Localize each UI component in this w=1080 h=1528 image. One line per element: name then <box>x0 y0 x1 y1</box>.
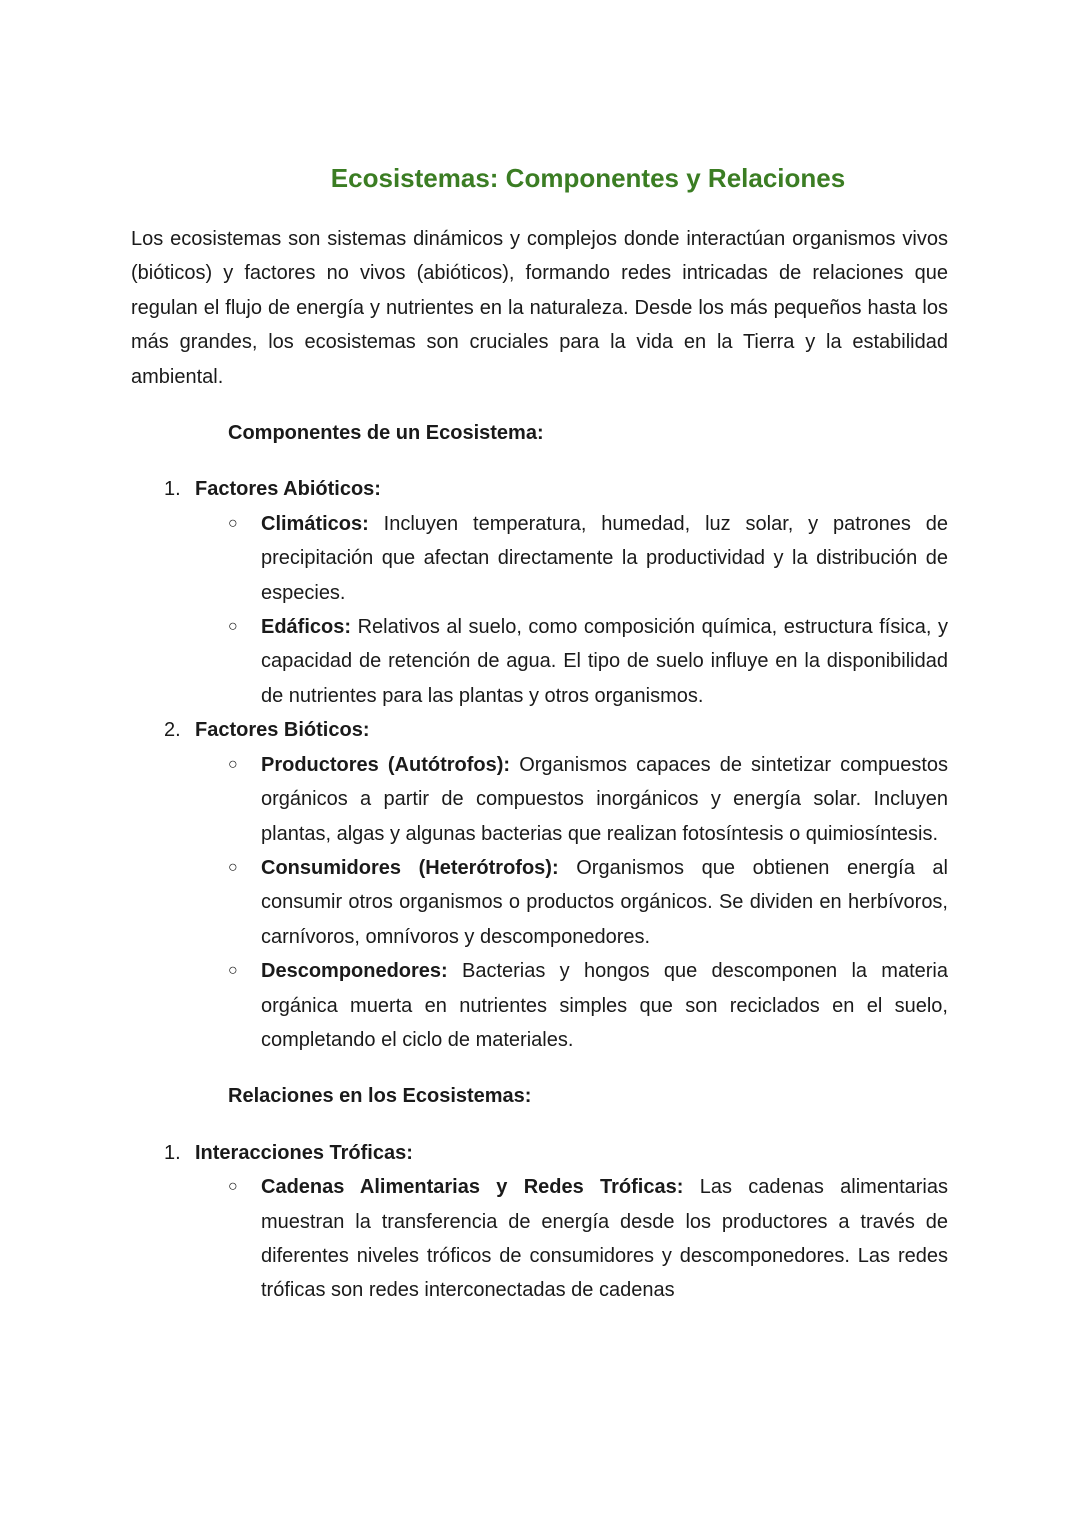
sub-item-title: Descomponedores: <box>261 960 448 983</box>
sub-item-text: Relativos al suelo, como composición química, estructura física, y capacidad de retención de agua. El tipo de suelo influye en la disponibilidad de nutrientes para las plantas y otros organismos. <box>261 616 948 707</box>
sub-item-text: Las cadenas alimentarias muestran la transferencia de energía desde los productores a través de diferentes niveles tróficos de consumidores y descomponedores. Las redes tróficas son redes interconectadas de cadenas <box>261 1176 948 1302</box>
circle-bullet-icon: ○ <box>228 618 238 636</box>
sub-item-cadenas <box>195 1170 948 1308</box>
sub-item-text: Bacterias y hongos que descomponen la materia orgánica muerta en nutrientes simples que son reciclados en el suelo, completando el ciclo de materiales. <box>261 960 948 1051</box>
components-heading: Componentes de un Ecosistema: <box>228 422 544 445</box>
list-item-title: Factores Abióticos: <box>195 478 381 501</box>
list-item-trophic <box>131 1136 948 1308</box>
list-number: 1. <box>164 1141 181 1164</box>
circle-bullet-icon: ○ <box>228 755 238 773</box>
sub-list <box>195 1170 948 1308</box>
list-item-biotic <box>131 713 948 1057</box>
list-item-title: Factores Bióticos: <box>195 719 370 742</box>
sub-item-title: Cadenas Alimentarias y Redes Tróficas: <box>261 1176 684 1199</box>
circle-bullet-icon: ○ <box>228 858 238 876</box>
intro-paragraph: Los ecosistemas son sistemas dinámicos y complejos donde interactúan organismos vivos (bióticos) y factores no vivos (abióticos), formando redes intricadas de relaciones que regulan el flujo de energía y nutrientes en la naturaleza. Desde los más pequeños hasta los más grandes, los ecosistemas son cruciales para la vida en la Tierra y la estabilidad ambiental. <box>131 228 948 388</box>
sub-item-title: Productores (Autótrofos): <box>261 753 511 776</box>
list-item-title: Interacciones Tróficas: <box>195 1141 413 1164</box>
sub-item-text: Organismos que obtienen energía al consumir otros organismos o productos orgánicos. Se dividen en herbívoros, carnívoros, omnívoros y descomponedores. <box>261 856 948 948</box>
sub-item-title: Edáficos: <box>261 616 352 639</box>
sub-item-text: Organismos capaces de sintetizar compuestos orgánicos a partir de compuestos inorgánicos y energía solar. Incluyen plantas, algas y algunas bacterias que realizan fotosíntesis o quimiosíntesis. <box>261 753 948 845</box>
sub-item-consumidores <box>195 851 948 954</box>
circle-bullet-icon: ○ <box>228 514 238 532</box>
sub-list <box>195 507 948 713</box>
sub-item-edaficos <box>195 610 948 713</box>
sub-item-climaticos <box>195 507 948 610</box>
relations-list <box>131 1136 948 1308</box>
page-title: Ecosistemas: Componentes y Relaciones <box>330 163 846 193</box>
circle-bullet-icon: ○ <box>228 1178 238 1196</box>
sub-item-text: Incluyen temperatura, humedad, luz solar, y patrones de precipitación que afectan directamente la productividad y la distribución de especies. <box>261 512 948 604</box>
components-list <box>131 472 948 1057</box>
sub-list <box>195 748 948 1058</box>
sub-item-title: Climáticos: <box>261 512 369 535</box>
list-number: 2. <box>164 719 181 742</box>
document-body <box>131 222 948 1308</box>
list-item-abiotic <box>131 472 948 713</box>
sub-item-title: Consumidores (Heterótrofos): <box>261 856 559 879</box>
relations-heading: Relaciones en los Ecosistemas: <box>228 1085 532 1108</box>
sub-item-productores <box>195 748 948 851</box>
circle-bullet-icon: ○ <box>228 962 238 980</box>
sub-item-descomponedores <box>195 954 948 1057</box>
list-number: 1. <box>164 478 181 501</box>
